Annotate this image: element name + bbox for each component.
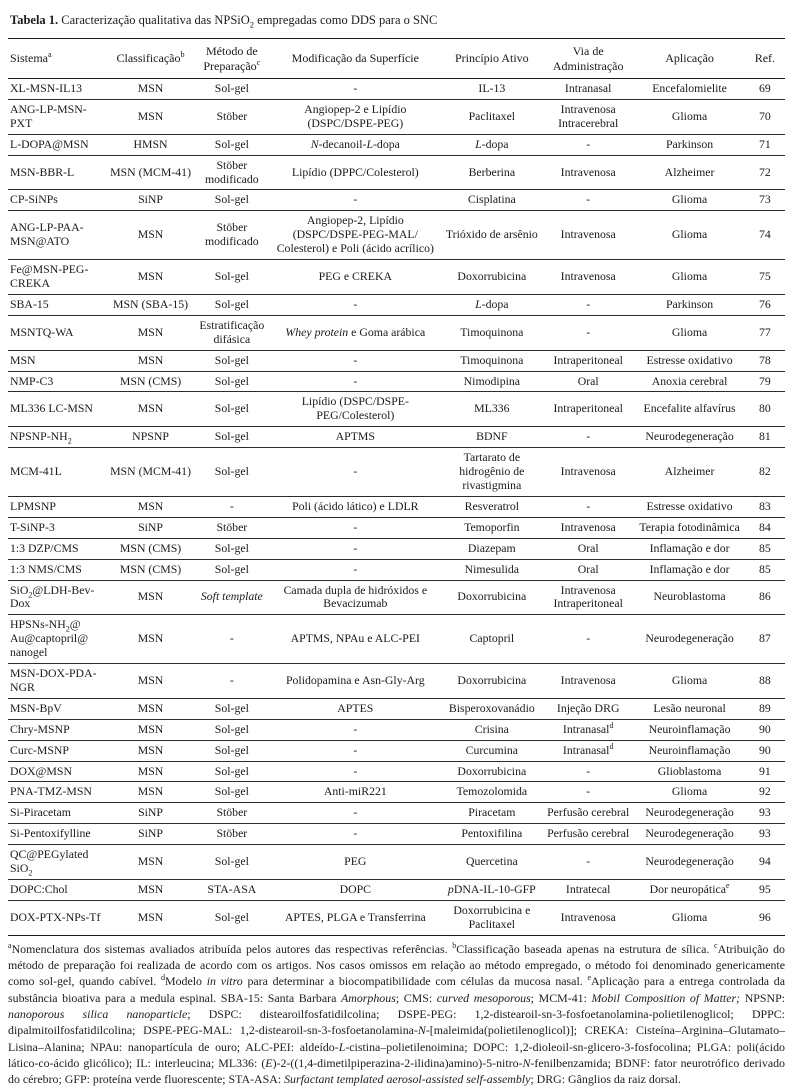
table-cell: MSN (SBA-15) xyxy=(113,296,189,311)
table-cell: Quercetina xyxy=(465,854,518,869)
table-cell: Glioma xyxy=(671,909,708,924)
table-cell: 70 xyxy=(758,108,771,123)
table-cell: Glioma xyxy=(671,227,708,242)
table-cell: Resveratrol xyxy=(464,498,520,513)
table-cell: Sol-gel xyxy=(214,401,249,416)
table-row xyxy=(8,392,785,427)
table-cell: Dor neuropática$^e$ xyxy=(649,881,730,896)
table-cell: PNA-TMZ-MSN xyxy=(10,784,92,799)
table-cell: Nimesulida xyxy=(464,561,520,576)
table-cell: MSN xyxy=(137,227,164,242)
table-cell: Tartarato de hidrogênio de rivastigmina xyxy=(459,450,525,492)
table-cell: 82 xyxy=(758,464,771,479)
table-cell: Sol-gel xyxy=(214,352,249,367)
table-row xyxy=(8,880,785,901)
table-cell: PEG xyxy=(344,854,367,869)
table-row xyxy=(8,260,785,295)
table-cell: 72 xyxy=(758,164,771,179)
npsio2-characterization-table xyxy=(8,38,785,935)
table-cell: NPSNP xyxy=(132,429,169,444)
table-cell: SBA-15 xyxy=(10,296,49,311)
table-cell: Encefalomielite xyxy=(652,81,727,96)
table-cell: Glioma xyxy=(671,269,708,284)
table-cell: Intravenosa xyxy=(560,909,616,924)
table-cell: MSN xyxy=(137,763,164,778)
table-cell: 1:3 DZP/CMS xyxy=(10,540,79,555)
table-cell: DOX@MSN xyxy=(10,763,72,778)
table-cell: Lipídio (DSPC/DSPE-PEG/Colesterol) xyxy=(301,394,409,423)
table-cell: - xyxy=(353,763,358,778)
table-cell: Sol-gel xyxy=(214,784,249,799)
table-cell: PEG e CREKA xyxy=(318,269,393,284)
column-header: Classificação$^b$ xyxy=(116,50,185,66)
table-cell: SiNP xyxy=(138,192,163,207)
table-cell: Alzheimer xyxy=(664,464,715,479)
table-cell: - xyxy=(586,784,591,799)
table-cell: ML336 xyxy=(474,401,510,416)
table-cell: Doxorrubicina xyxy=(457,589,527,604)
table-cell: Intravenosa xyxy=(560,164,616,179)
table-cell: Alzheimer xyxy=(664,164,715,179)
table-cell: - xyxy=(353,352,358,367)
table-cell: ML336 LC-MSN xyxy=(10,401,93,416)
table-cell: MSN-BpV xyxy=(10,700,62,715)
table-cell: Stöber xyxy=(216,519,248,534)
table-cell: 1:3 NMS/CMS xyxy=(10,561,82,576)
table-cell: 79 xyxy=(758,373,771,388)
table-row xyxy=(8,824,785,845)
table-label: Tabela 1. xyxy=(10,13,59,27)
table-row xyxy=(8,900,785,935)
table-cell: Neurodegeneração xyxy=(645,826,734,841)
table-cell: MSN-DOX-PDA-NGR xyxy=(10,666,97,694)
table-cell: 85 xyxy=(758,540,771,555)
table-cell: Glioma xyxy=(671,784,708,799)
table-cell: Intravenosa xyxy=(560,672,616,687)
table-cell: L-dopa xyxy=(475,296,509,311)
table-cell: MSN (CMS) xyxy=(119,561,182,576)
table-footnotes: $^a$Nomenclatura dos sistemas avaliados atribuída pelos autores das respectivas referências. $^b$Classificação baseada apenas na estrutura de sílica. $^c$Atribuição do método de preparação foi realizada de acordo com os artigos. Nos casos omissos em relação ao método empregado, o método foi denominado genericamente como sol-gel, quando cabível. $^d$Modelo in vitro para determinar a biocompatibilidade com células da mucosa nasal. $^e$Aplicação para a entrega controlada da substância bioativa para a medula espinal. SBA-15: Santa Barbara Amorphous; CMS: curved mesoporous; MCM-41: Mobil Composition of Matter; NPSNP: nanoporous silica nanoparticle; DSPC: distearoilfosfatidilcolina; DSPE-PEG: 1,2-distearoil-sn-3-fosfoetanolamina-polietilenoglicol; DPPC: dipalmitoilfosfatidilcolina; DSPE-PEG-MAL: 1,2-distearoil-sn-3-fosfoetanolamina-N-[maleimida(polietilenoglicol)]; CREKA: Cisteína–Arginina–Glutamato–Lisina–Alanina; NPAu: nanopartícula de ouro; ALC-PEI: aldeído-L-cistina–polietilenoimina; DOPC: 1,2-dioleoil-sn-glicero-3-fosfocolina; PLGA: poli(ácido lático-co-ácido glicólico); IL: interleucina; ML336: (E)-2-((1,4-dimetilpiperazina-2-ilidina)amino)-5-nitro-N-fenilbenzamida; BDNF: fator neurotrófico derivado do cérebro; GFP: proteína verde fluorescente; STA-ASA: Surfactant templated aerosol-assisted self-assembly; DRG: Gânglios da raiz dorsal. xyxy=(8,940,786,1087)
column-header: Sistema$^a$ xyxy=(10,50,52,66)
table-row xyxy=(8,448,785,497)
table-cell: Angiopep-2 e Lipídio (DSPC/DSPE-PEG) xyxy=(304,101,407,130)
table-cell: Poli (ácido lático) e LDLR xyxy=(292,498,419,513)
table-cell: Timoquinona xyxy=(460,352,524,367)
table-cell: Intravenosa xyxy=(560,464,616,479)
table-cell: QC@PEGylated SiO$_2$ xyxy=(10,847,89,878)
table-cell: Estresse oxidativo xyxy=(646,498,733,513)
table-cell: Sol-gel xyxy=(214,192,249,207)
table-cell: MSN (CMS) xyxy=(119,540,182,555)
table-cell: pDNA-IL-10-GFP xyxy=(447,882,536,896)
table-cell: SiNP xyxy=(138,826,163,841)
table-cell: 95 xyxy=(758,882,771,896)
table-cell: - xyxy=(229,631,234,646)
table-cell: 96 xyxy=(758,909,771,924)
table-cell: Oral xyxy=(577,373,599,388)
table-cell: Sol-gel xyxy=(214,854,249,869)
table-cell: - xyxy=(353,373,358,388)
table-cell: 69 xyxy=(758,81,771,96)
table-cell: MSN xyxy=(137,81,164,96)
table-row xyxy=(8,845,785,880)
column-header: Método de Preparação$^c$ xyxy=(203,44,261,73)
table-cell: - xyxy=(353,561,358,576)
table-cell: 90 xyxy=(758,742,771,757)
table-cell: MSN (MCM-41) xyxy=(110,464,192,479)
table-cell: Neurodegeneração xyxy=(645,631,734,646)
table-cell: Berberina xyxy=(468,164,516,179)
table-cell: MSN xyxy=(137,742,164,757)
table-cell: Si-Pentoxifylline xyxy=(10,826,91,841)
table-cell: Doxorrubicina xyxy=(457,672,527,687)
column-header: Ref. xyxy=(754,51,776,66)
table-cell: Fe@MSN-PEG-CREKA xyxy=(10,262,89,290)
table-cell: Inflamação e dor xyxy=(649,540,730,555)
table-cell: Lipídio (DPPC/Colesterol) xyxy=(291,164,419,179)
table-header xyxy=(8,39,785,79)
table-cell: - xyxy=(229,672,234,687)
table-cell: 71 xyxy=(758,136,771,151)
table-cell: DOX-PTX-NPs-Tf xyxy=(10,909,101,924)
table-cell: MSN xyxy=(137,672,164,687)
table-cell: Intravenosa Intraperitoneal xyxy=(553,582,623,611)
table-cell: XL-MSN-IL13 xyxy=(10,81,83,96)
table-body xyxy=(8,79,785,936)
table-cell: Stöber modificado xyxy=(204,157,259,186)
table-cell: L-dopa xyxy=(475,136,509,151)
table-cell: 93 xyxy=(758,805,771,820)
table-cell: Glioma xyxy=(671,108,708,123)
table-cell: - xyxy=(586,854,591,869)
table-cell: 89 xyxy=(758,700,771,715)
table-cell: MSN xyxy=(137,269,164,284)
table-cell: CP-SiNPs xyxy=(10,192,58,207)
table-cell: MSN (MCM-41) xyxy=(110,164,192,179)
table-cell: Doxorrubicina xyxy=(457,269,527,284)
table-row xyxy=(8,315,785,350)
table-cell: LPMSNP xyxy=(10,498,56,513)
table-cell: Estratificação difásica xyxy=(199,317,265,346)
table-cell: Intravenosa xyxy=(560,227,616,242)
table-cell: DOPC:Chol xyxy=(10,882,68,896)
table-cell: APTMS xyxy=(335,429,375,444)
table-cell: - xyxy=(586,429,591,444)
table-cell: Doxorrubicina xyxy=(457,763,527,778)
table-cell: MSN xyxy=(137,589,164,604)
table-cell: Lesão neuronal xyxy=(653,700,726,715)
table-cell: 88 xyxy=(758,672,771,687)
table-cell: Parkinson xyxy=(665,296,714,311)
table-row xyxy=(8,211,785,260)
table-cell: MSN xyxy=(137,498,164,513)
table-cell: Sol-gel xyxy=(214,540,249,555)
table-cell: Estresse oxidativo xyxy=(646,352,733,367)
table-row xyxy=(8,698,785,719)
table-cell: Perfusão cerebral xyxy=(547,805,630,820)
table-row xyxy=(8,740,785,761)
table-cell: IL-13 xyxy=(478,81,506,96)
table-cell: 94 xyxy=(758,854,771,869)
table-cell: MSN-BBR-L xyxy=(10,164,75,179)
table-cell: Neurodegeneração xyxy=(645,854,734,869)
table-cell: - xyxy=(229,498,234,513)
table-cell: Neurodegeneração xyxy=(645,805,734,820)
table-cell: Terapia fotodinâmica xyxy=(639,519,740,534)
table-cell: Sol-gel xyxy=(214,700,249,715)
table-cell: - xyxy=(353,192,358,207)
table-cell: MSN xyxy=(137,784,164,799)
table-cell: - xyxy=(353,464,358,479)
table-cell: Sol-gel xyxy=(214,909,249,924)
table-cell: 80 xyxy=(758,401,771,416)
table-cell: - xyxy=(586,192,591,207)
table-cell: 77 xyxy=(758,324,771,339)
table-row xyxy=(8,350,785,371)
table-cell: Intravenosa xyxy=(560,519,616,534)
table-cell: 81 xyxy=(758,429,771,444)
table-cell: L-DOPA@MSN xyxy=(10,136,89,151)
table-row xyxy=(8,190,785,211)
table-cell: Cisplatina xyxy=(467,192,516,207)
table-cell: HPSNs-$NH_2@Au@captopril@nanogel$ xyxy=(10,617,89,660)
table-cell: Intratecal xyxy=(565,882,611,896)
table-cell: Curc-MSNP xyxy=(10,742,69,757)
table-cell: Sol-gel xyxy=(214,561,249,576)
table-cell: Oral xyxy=(577,561,599,576)
column-header: Princípio Ativo xyxy=(454,51,529,66)
table-cell: - xyxy=(586,498,591,513)
table-cell: Captopril xyxy=(469,631,515,646)
table-cell: MSN xyxy=(10,352,36,367)
table-cell: SiNP xyxy=(138,519,163,534)
table-cell: SiNP xyxy=(138,805,163,820)
table-cell: 93 xyxy=(758,826,771,841)
table-cell: Neuroinflamação xyxy=(648,721,731,736)
table-cell: Trióxido de arsênio xyxy=(445,227,538,242)
table-cell: Stöber xyxy=(216,805,248,820)
table-cell: 74 xyxy=(758,227,771,242)
table-row xyxy=(8,580,785,615)
table-cell: Sol-gel xyxy=(214,296,249,311)
table-cell: Temoporfin xyxy=(464,519,520,534)
table-cell: MSN xyxy=(137,401,164,416)
table-cell: Neurodegeneração xyxy=(645,429,734,444)
table-cell: Glioma xyxy=(671,324,708,339)
table-row xyxy=(8,496,785,517)
table-cell: 87 xyxy=(758,631,771,646)
table-cell: Diazepam xyxy=(467,540,516,555)
table-row xyxy=(8,517,785,538)
table-cell: Injeção DRG xyxy=(556,700,620,715)
table-cell: DOPC xyxy=(339,882,372,896)
table-cell: 90 xyxy=(758,721,771,736)
table-cell: - xyxy=(586,631,591,646)
column-header: Modificação da Superfície xyxy=(291,51,419,66)
table-cell: Stöber xyxy=(216,108,248,123)
table-cell: Soft template xyxy=(200,589,263,604)
table-cell: Chry-MSNP xyxy=(10,721,70,736)
table-cell: APTES xyxy=(337,700,374,715)
table-cell: Intraperitoneal xyxy=(553,401,623,416)
table-cell: Anoxia cerebral xyxy=(651,373,728,388)
table-cell: Sol-gel xyxy=(214,742,249,757)
table-cell: Temozolomida xyxy=(456,784,528,799)
table-cell: APTMS, NPAu e ALC-PEI xyxy=(290,631,420,646)
table-cell: Anti-miR221 xyxy=(323,784,387,799)
table-cell: Intranasal xyxy=(564,81,612,96)
table-cell: Sol-gel xyxy=(214,721,249,736)
table-cell: - xyxy=(353,519,358,534)
table-cell: 78 xyxy=(758,352,771,367)
table-cell: - xyxy=(353,540,358,555)
table-cell: - xyxy=(353,721,358,736)
table-cell: Parkinson xyxy=(665,136,714,151)
table-cell: Inflamação e dor xyxy=(649,561,730,576)
table-cell: MSN xyxy=(137,721,164,736)
table-cell: Intravenosa Intracerebral xyxy=(558,101,619,130)
header-row xyxy=(8,39,785,79)
column-header: Via de Administração xyxy=(552,44,624,73)
table-cell: 86 xyxy=(758,589,771,604)
table-caption: Caracterização qualitativa das NPSiO$_2$ empregadas como DDS para o SNC xyxy=(58,13,438,30)
table-cell: Nimodipina xyxy=(463,373,520,388)
table-cell: MSNTQ-WA xyxy=(10,324,74,339)
table-cell: Neuroinflamação xyxy=(648,742,731,757)
table-cell: NMP-C3 xyxy=(10,373,54,388)
table-cell: Glioblastoma xyxy=(657,763,722,778)
table-cell: Si-Piracetam xyxy=(10,805,71,820)
table-cell: Pentoxifilina xyxy=(461,826,523,841)
table-cell: Encefalite alfavírus xyxy=(643,401,736,416)
table-cell: Doxorrubicina e Paclitaxel xyxy=(453,902,531,931)
table-cell: MSN xyxy=(137,882,164,896)
table-cell: Glioma xyxy=(671,192,708,207)
table-cell: 91 xyxy=(758,763,771,778)
table-row xyxy=(8,664,785,699)
table-cell: Stöber xyxy=(216,826,248,841)
table-title xyxy=(10,12,785,28)
table-cell: NPSNP-$NH_2$ xyxy=(10,429,72,446)
table-cell: HMSN xyxy=(133,136,168,151)
table-cell: 83 xyxy=(758,498,771,513)
table-cell: Intraperitoneal xyxy=(553,352,623,367)
table-cell: T-SiNP-3 xyxy=(10,519,55,534)
table-cell: Intranasal$^d$ xyxy=(562,741,614,757)
table-cell: MSN xyxy=(137,324,164,339)
table-cell: 76 xyxy=(758,296,771,311)
table-cell: - xyxy=(353,81,358,96)
table-cell: N-decanoil-L-dopa xyxy=(310,136,400,151)
table-cell: Piracetam xyxy=(468,805,516,820)
table-cell: MSN xyxy=(137,854,164,869)
table-cell: Sol-gel xyxy=(214,136,249,151)
table-cell: - xyxy=(586,763,591,778)
table-cell: Intravenosa xyxy=(560,269,616,284)
table-cell: MSN xyxy=(137,909,164,924)
table-row xyxy=(8,294,785,315)
table-cell: Oral xyxy=(577,540,599,555)
table-cell: MSN xyxy=(137,352,164,367)
table-cell: MSN xyxy=(137,700,164,715)
table-row xyxy=(8,803,785,824)
table-row xyxy=(8,615,785,664)
table-cell: - xyxy=(586,136,591,151)
table-cell: STA-ASA xyxy=(207,882,257,896)
table-cell: 85 xyxy=(758,561,771,576)
column-header: Aplicação xyxy=(665,51,714,66)
table-row xyxy=(8,761,785,782)
table-row xyxy=(8,371,785,392)
table-cell: MSN xyxy=(137,108,164,123)
table-row xyxy=(8,427,785,448)
table-cell: Angiopep-2, Lipídio (DSPC/DSPE-PEG-MAL/ Colesterol) e Poli (ácido acrílico) xyxy=(276,213,434,256)
table-cell: APTES, PLGA e Transferrina xyxy=(284,909,426,924)
table-row xyxy=(8,782,785,803)
table-cell: Camada dupla de hidróxidos e Bevacizumab xyxy=(283,582,428,611)
table-cell: Sol-gel xyxy=(214,373,249,388)
table-cell: MSN (CMS) xyxy=(119,373,182,388)
table-cell: MCM-41L xyxy=(10,464,62,479)
table-cell: 84 xyxy=(758,519,771,534)
table-cell: Perfusão cerebral xyxy=(547,826,630,841)
table-cell: Sol-gel xyxy=(214,81,249,96)
table-cell: Sol-gel xyxy=(214,763,249,778)
table-cell: - xyxy=(353,805,358,820)
table-cell: Sol-gel xyxy=(214,269,249,284)
table-cell: - xyxy=(586,296,591,311)
table-cell: - xyxy=(353,296,358,311)
table-row xyxy=(8,538,785,559)
table-cell: Sol-gel xyxy=(214,429,249,444)
table-cell: - xyxy=(353,826,358,841)
table-row xyxy=(8,79,785,100)
table-cell: Whey protein e Goma arábica xyxy=(285,324,426,339)
table-cell: Curcumina xyxy=(465,742,519,757)
table-cell: SiO$_2$@LDH-Bev-Dox xyxy=(10,582,95,611)
table-row xyxy=(8,719,785,740)
table-cell: Intranasal$^d$ xyxy=(562,720,614,736)
table-row xyxy=(8,134,785,155)
table-cell: ANG-LP-PAA-MSN@ATO xyxy=(10,220,84,249)
table-cell: 92 xyxy=(758,784,771,799)
table-cell: - xyxy=(353,742,358,757)
table-cell: 75 xyxy=(758,269,771,284)
table-row xyxy=(8,559,785,580)
table-cell: 73 xyxy=(758,192,771,207)
table-cell: - xyxy=(586,324,591,339)
table-row xyxy=(8,99,785,134)
table-cell: Timoquinona xyxy=(460,324,524,339)
table-cell: Paclitaxel xyxy=(468,108,516,123)
table-row xyxy=(8,155,785,190)
table-cell: Sol-gel xyxy=(214,464,249,479)
table-cell: Crisina xyxy=(474,721,509,736)
table-cell: Polidopamina e Asn-Gly-Arg xyxy=(285,672,425,687)
table-cell: ANG-LP-MSN-PXT xyxy=(10,101,87,130)
table-cell: Bisperoxovanádio xyxy=(448,700,535,715)
table-cell: MSN xyxy=(137,631,164,646)
table-cell: BDNF xyxy=(476,429,508,444)
table-cell: Stöber modificado xyxy=(204,220,259,249)
table-cell: Glioma xyxy=(671,672,708,687)
table-cell: Neuroblastoma xyxy=(653,589,726,604)
